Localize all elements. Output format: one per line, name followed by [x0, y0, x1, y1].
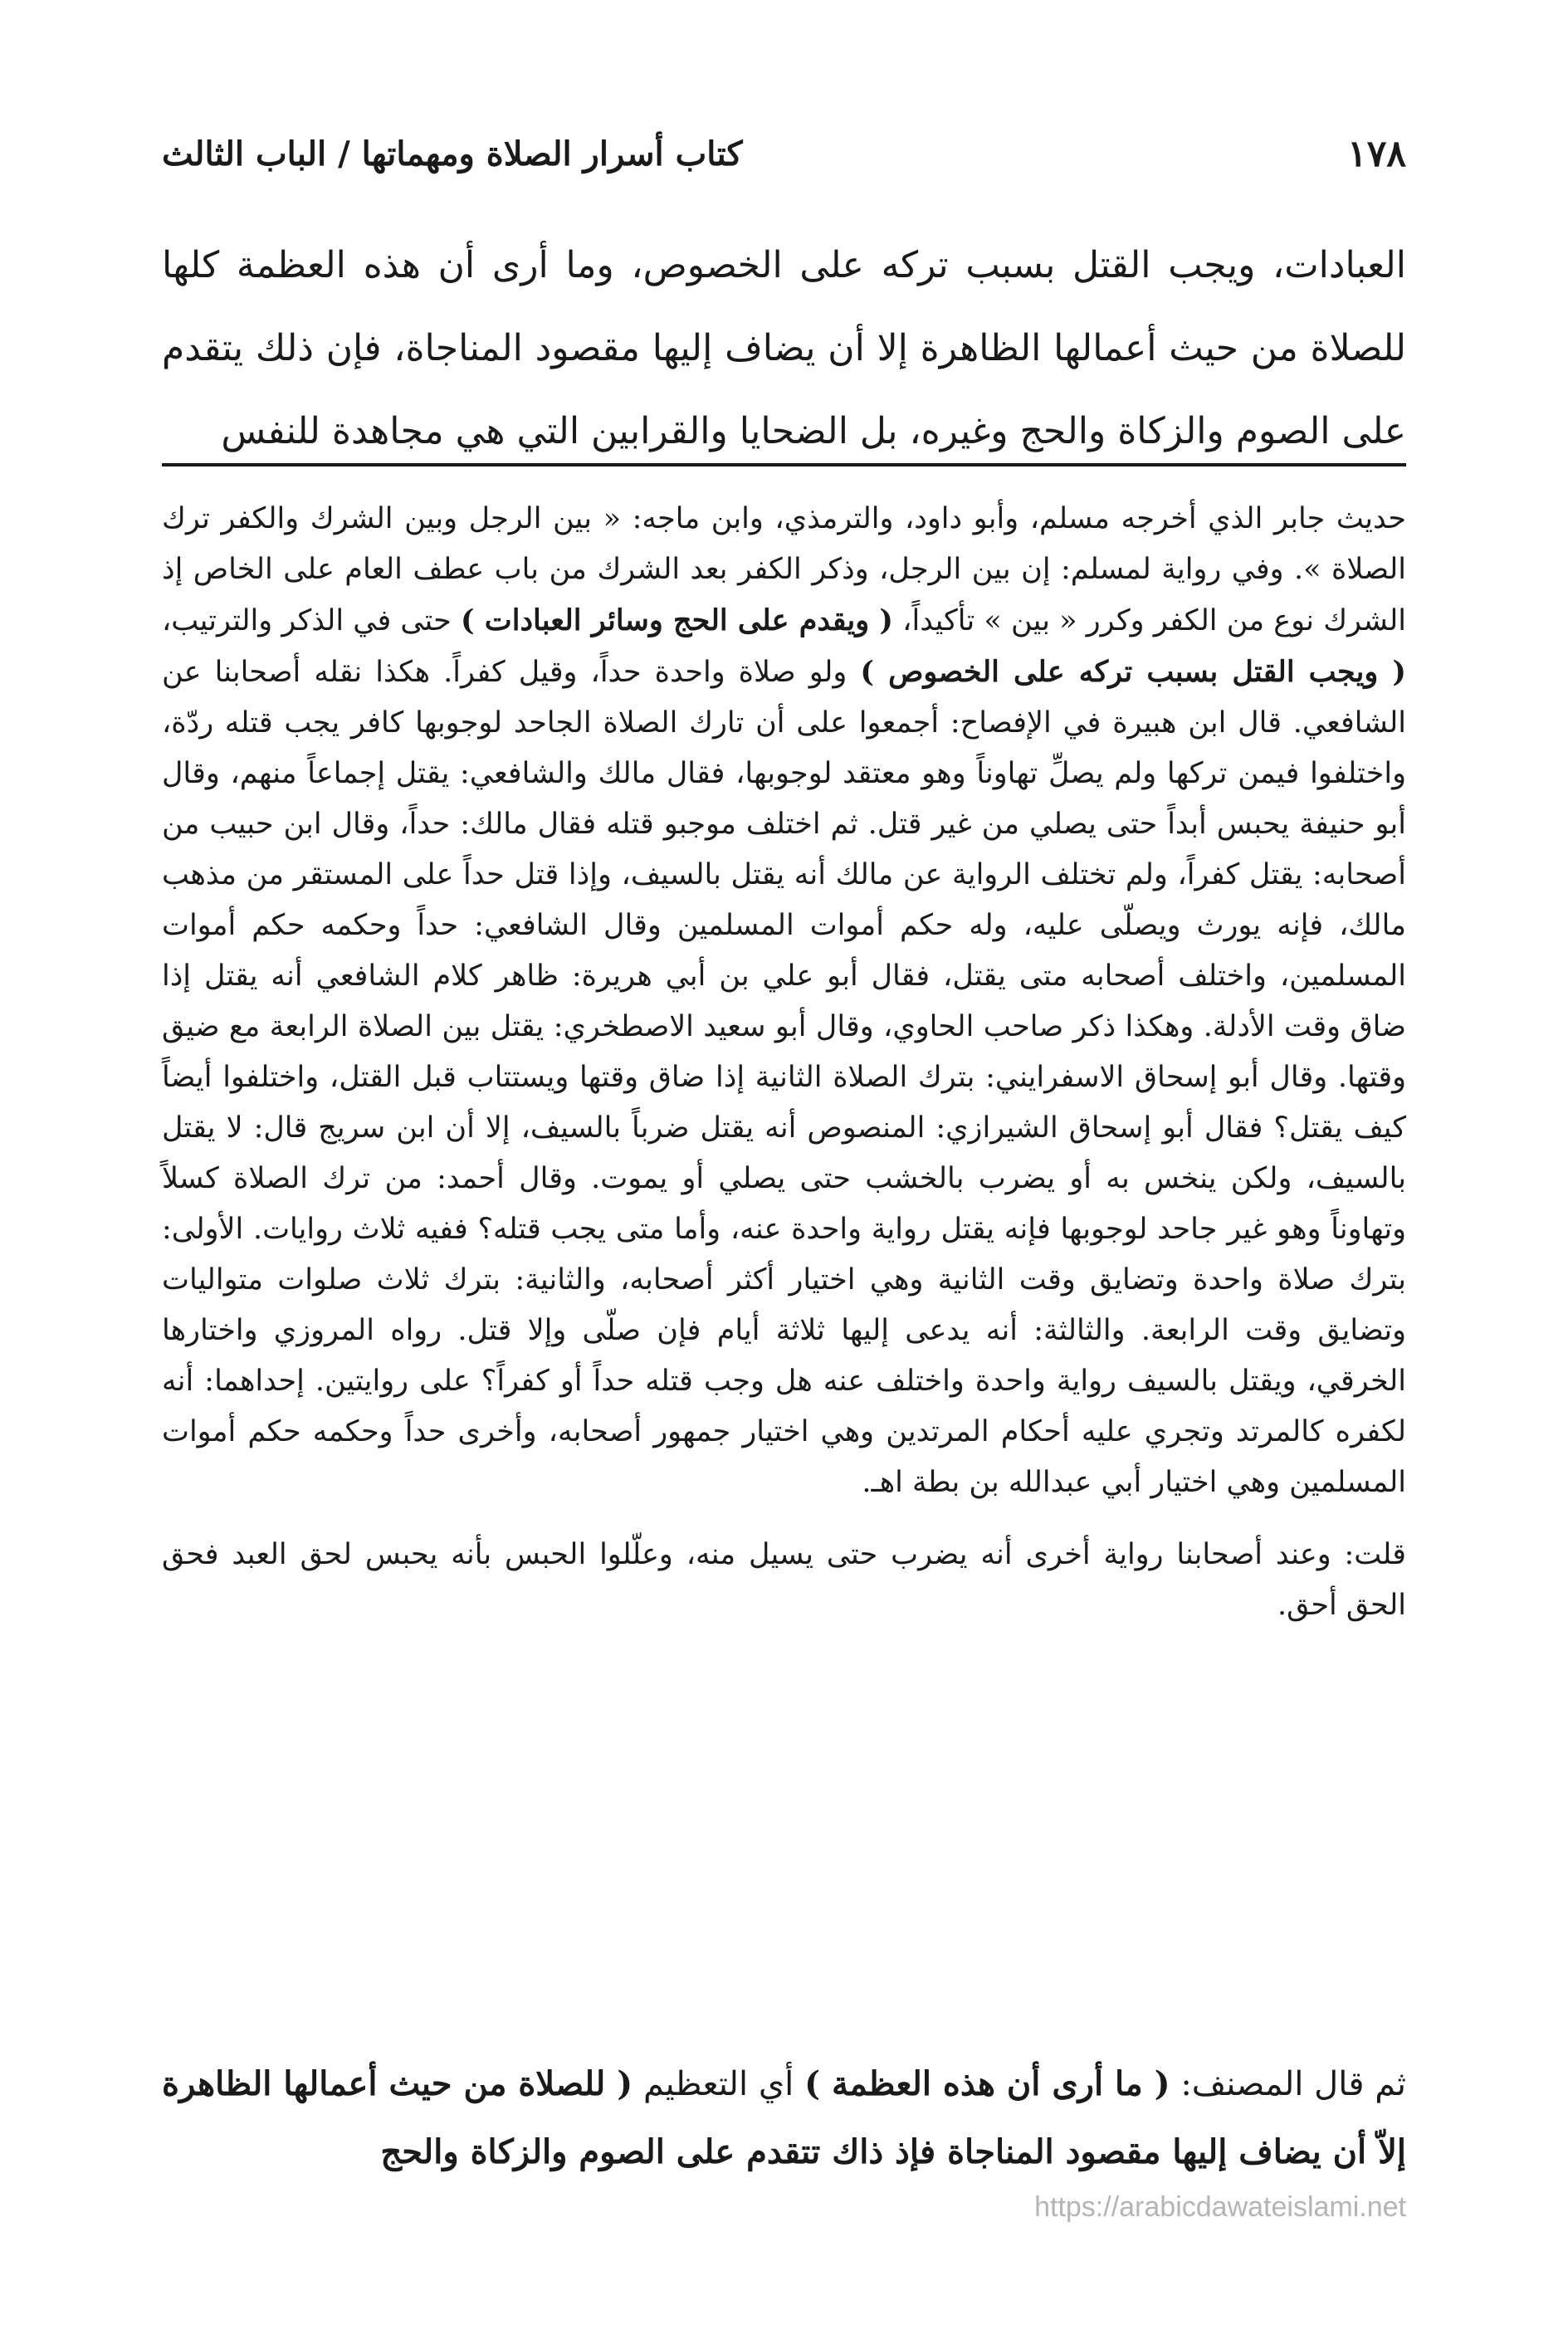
commentary-continuation — [162, 2050, 1406, 2186]
commentary-quote-bold: ( ما أرى أن هذه العظمة ) — [804, 2064, 1170, 2103]
footnote-text: حتى في الذكر والترتيب، — [162, 604, 452, 637]
footnote-separator — [162, 463, 1406, 466]
commentary-quote-bold: ( للصلاة من حيث أعمالها الظاهرة إلاّ أن يضاف إليها مقصود المناجاة فإذ ذاك تتقدم على الصوم والزكاة والحج — [162, 2064, 1406, 2171]
main-text — [162, 224, 1406, 473]
watermark-url: https://arabicdawateislami.net — [1034, 2191, 1406, 2223]
footnote-quote-bold: ( ويقدم على الحج وسائر العبادات ) — [460, 603, 893, 637]
running-title: كتاب أسرار الصلاة ومهماتها / الباب الثالث — [162, 134, 743, 173]
footnote-paragraph-2: قلت: وعند أصحابنا رواية أخرى أنه يضرب حتى يسيل منه، وعلّلوا الحبس بأنه يحبس لحق العبد فحق الحق أحق. — [162, 1538, 1406, 1622]
commentary-text: أي التعظيم — [642, 2065, 794, 2103]
page-header — [162, 125, 1406, 183]
footnote-paragraph-1 — [162, 494, 1406, 1508]
main-paragraph: العبادات، ويجب القتل بسبب تركه على الخصوص، وما أرى أن هذه العظمة كلها للصلاة من حيث أعمالها الظاهرة إلا أن يضاف إليها مقصود المناجاة، فإن ذلك يتقدم على الصوم والزكاة والحج وغيره، بل الضحايا والقرابين التي هي مجاهدة للنفس — [162, 244, 1406, 452]
footnote — [162, 494, 1406, 1631]
page-number: ١٧٨ — [1347, 132, 1406, 175]
commentary-paragraph — [162, 2050, 1406, 2186]
footnote-text: حديث جابر الذي أخرجه مسلم، وأبو داود، والترمذي، وابن ماجه: « بين الرجل وبين الشرك والكفر ترك الصلاة ». وفي رواية لمسلم: إن بين الرجل، وذكر الكفر بعد الشرك من باب عطف العام على الخاص إذ الشرك نوع من الكفر وكرر « بين » تأكيداً، — [162, 502, 1406, 637]
footnote-quote-bold: ( ويجب القتل بسبب تركه على الخصوص ) — [860, 655, 1406, 689]
commentary-text: ثم قال المصنف: — [1180, 2065, 1407, 2103]
footnote-text: ولو صلاة واحدة حداً، وقيل كفراً. هكذا نقله أصحابنا عن الشافعي. قال ابن هبيرة في الإفصاح: أجمعوا على أن تارك الصلاة الجاحد لوجوبها كافر يجب قتله ردّة، واختلفوا فيمن تركها ولم يصلِّ تهاوناً وهو معتقد لوجوبها، فقال مالك والشافعي: يقتل إجماعاً منهم، وقال أبو حنيفة يحبس أبداً حتى يصلي من غير قتل. ثم اختلف موجبو قتله فقال مالك: حداً، وقال ابن حبيب من أصحابه: يقتل كفراً، ولم تختلف الرواية عن مالك أنه يقتل بالسيف، وإذا قتل حداً على المستقر من مذهب مالك، فإنه يورث ويصلّى عليه، وله حكم أموات المسلمين وقال الشافعي: حداً وحكمه حكم أموات المسلمين، واختلف أصحابه متى يقتل، فقال أبو علي بن أبي هريرة: ظاهر كلام الشافعي أنه يقتل إذا ضاق وقت الأدلة. وهكذا ذكر صاحب الحاوي، وقال أبو سعيد الاصطخري: يقتل بين الصلاة الرابعة مع ضيق وقتها. وقال أبو إسحاق الاسفرايني: بترك الصلاة الثانية إذا ضاق وقتها ويستتاب قبل القتل، واختلفوا أيضاً كيف يقتل؟ فقال أبو إسحاق الشيرازي: المنصوص أنه يقتل ضرباً بالسيف، إلا أن ابن سريج قال: لا يقتل بالسيف، ولكن ينخس به أو يضرب بالخشب حتى يصلي أو يموت. وقال أحمد: من ترك الصلاة كسلاً وتهاوناً وهو غير جاحد لوجوبها فإنه يقتل رواية واحدة عنه، وأما متى يجب قتله؟ ففيه ثلاث روايات. الأولى: بترك صلاة واحدة وتضايق وقت الثانية وهي اختيار أكثر أصحابه، والثانية: بترك ثلاث صلوات متواليات وتضايق وقت الرابعة. والثالثة: أنه يدعى إليها ثلاثة أيام فإن صلّى وإلا قتل. رواه المروزي واختارها الخرقي، ويقتل بالسيف رواية واحدة واختلف عنه هل وجب قتله حداً أو كفراً؟ على روايتين. إحداهما: أنه لكفره كالمرتد وتجري عليه أحكام المرتدين وهي اختيار جمهور أصحابه، وأخرى حداً وحكمه حكم أموات المسلمين وهي اختيار أبي عبدالله بن بطة اهـ. — [162, 656, 1406, 1499]
